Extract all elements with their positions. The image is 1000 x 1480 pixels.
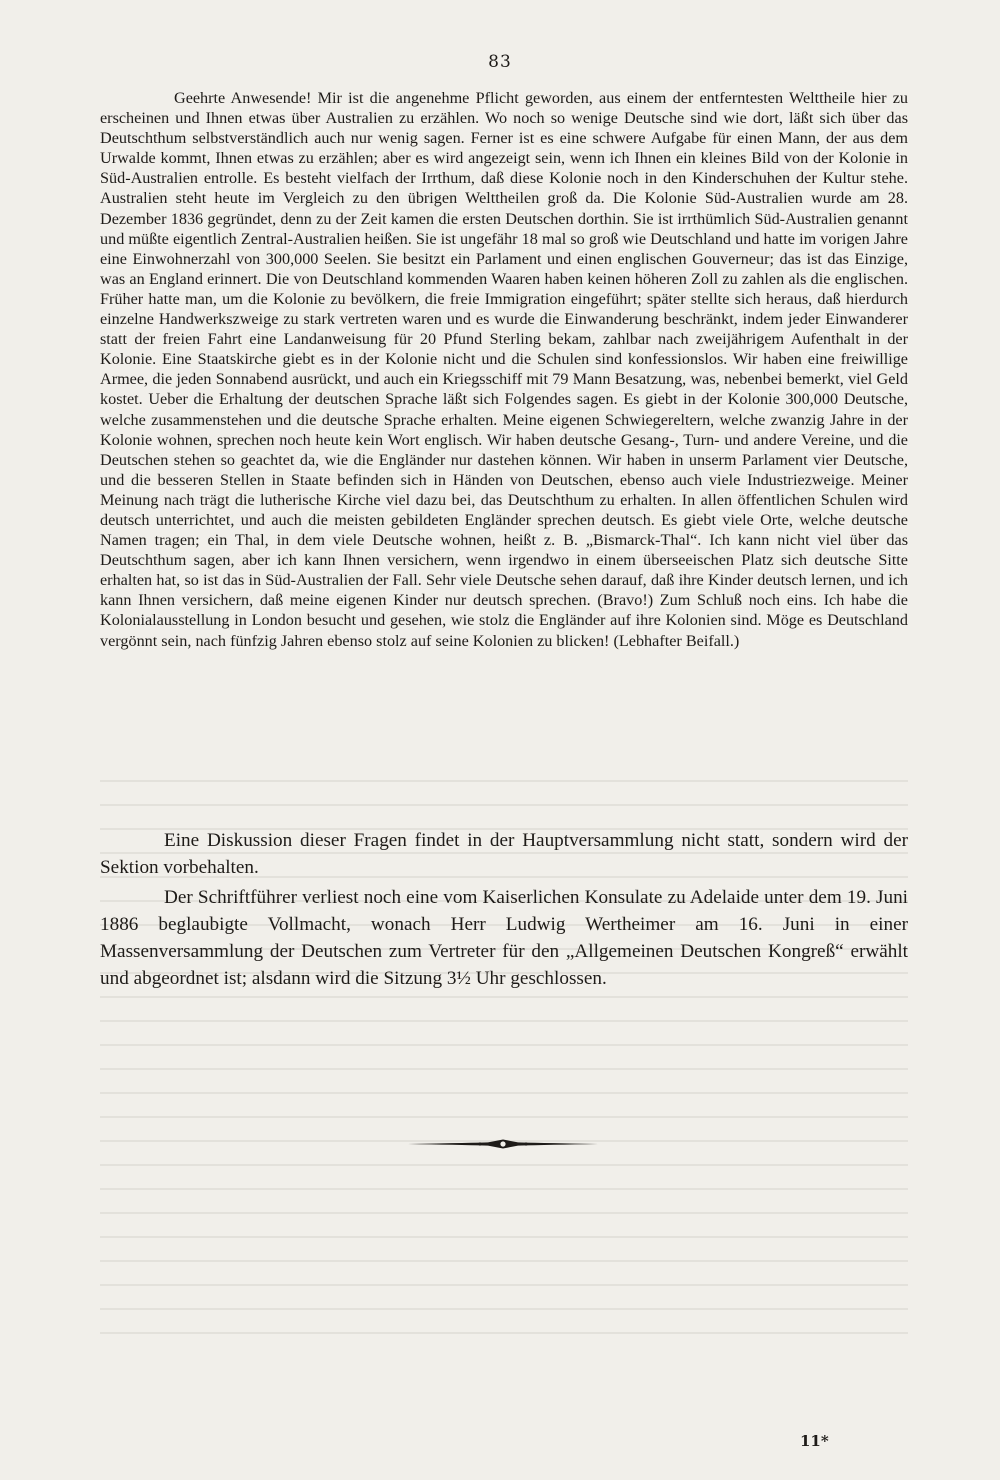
discussion-paragraph: Eine Diskussion dieser Fragen findet in der Hauptversammlung nicht statt, sondern wird der Sektion vorbehalten. [100,830,908,878]
speech-paragraph: Geehrte Anwesende! Mir ist die angenehme Pflicht geworden, aus einem der entferntesten Welttheile hier zu erscheinen und Ihnen etwas über Australien zu erzählen. Wo noch so wenige Deutsche sind wie dort, läßt sich über das Deutschthum selbstverständlich auch nur wenig sagen. Ferner ist es eine schwere Aufgabe für einen Mann, der aus dem Urwalde kommt, Ihnen etwas zu erzählen; aber es wird angezeigt sein, wenn ich Ihnen ein kleines Bild von der Kolonie in Süd-Australien entrolle. Es besteht vielfach der Irrthum, daß diese Kolonie noch in den Kinderschuhen der Kultur stehe. Australien steht heute im Vergleich zu den übrigen Welttheilen groß da. Die Kolonie Süd-Australien wurde am 28. Dezember 1836 gegründet, denn zu der Zeit kamen die ersten Deutschen dorthin. Sie ist irrthümlich Süd-Australien genannt und müßte eigentlich Zentral-Australien heißen. Sie ist ungefähr 18 mal so groß wie Deutschland und hatte im vorigen Jahre eine Einwohnerzahl von 300,000 Seelen. Sie besitzt ein Parlament und einen englischen Gouverneur; das ist das Einzige, was an England erinnert. Die von Deutschland kommenden Waaren haben keinen höheren Zoll zu zahlen als die englischen. Früher hatte man, um die Kolonie zu bevölkern, die freie Immigration eingeführt; später stellte sich heraus, daß hierdurch einzelne Handwerkszweige zu stark vertreten waren und es wurde die Einwanderung beschränkt, indem jeder Einwanderer statt der freien Fahrt eine Landanweisung für 20 Pfund Sterling bekam, zahlbar nach zweijährigem Aufenthalt in der Kolonie. Eine Staatskirche giebt es in der Kolonie nicht und die Schulen sind konfessionslos. Wir haben eine freiwillige Armee, die jeden Sonnabend ausrückt, und auch ein Kriegsschiff mit 79 Mann Besatzung, was, nebenbei bemerkt, viel Geld kostet. Ueber die Erhaltung der deutschen Sprache läßt sich Folgendes sagen. Es giebt in der Kolonie 300,000 Deutsche, welche zusammenstehen und die deutsche Sprache erhalten. Meine eigenen Schwiegereltern, welche zwanzig Jahre in der Kolonie wohnen, sprechen noch heute kein Wort englisch. Wir haben deutsche Gesang-, Turn- und andere Vereine, und die Deutschen stehen so geachtet da, wie die Engländer nur dastehen können. Wir haben in unserm Parlament vier Deutsche, und die besseren Stellen in Staate befinden sich in Händen von Deutschen, ebenso auch viele Industriezweige. Meiner Meinung nach trägt die lutherische Kirche viel dazu bei, das Deutschthum zu erhalten. In allen öffentlichen Schulen wird deutsch unterrichtet, und auch die meisten gebildeten Engländer sprechen deutsch. Es giebt viele Orte, welche deutsche Namen tragen; ein Thal, in dem viele Deutsche wohnen, heißt z. B. „Bismarck-Thal“. Ich kann nicht viel über das Deutschthum sagen, aber ich kann Ihnen versichern, wenn irgendwo in einem überseeischen Platz sich deutsche Sitte erhalten hat, so ist das in Süd-Australien der Fall. Sehr viele Deutsche sehen darauf, daß ihre Kinder deutsch lernen, und ich kann Ihnen versichern, daß meine eigenen Kinder nur deutsch sprechen. (Bravo!) Zum Schluß noch eins. Ich habe die Kolonialausstellung in London besucht und gesehen, wie stolz die Engländer auf ihre Kolonien sind. Möge es Deutschland vergönnt sein, nach fünfzig Jahren ebenso stolz auf seine Kolonien zu blicken! (Lebhafter Beifall.) [100,89,908,650]
sheet-signature: 11* [800,1432,829,1450]
secretary-paragraph: Der Schriftführer verliest noch eine vom Kaiserlichen Konsulate zu Adelaide unter dem 19. Juni 1886 beglaubigte Vollmacht, wonach Herr Ludwig Wertheimer am 16. Juni in einer Massenversammlung der Deutschen zum Vertreter für den „Allgemeinen Deutschen Kongreß“ erwählt und abgeordnet ist; alsdann wird die Sitzung 3½ Uhr geschlossen. [100,887,908,989]
ornamental-divider [408,1137,598,1151]
page-number: 83 [488,52,512,72]
